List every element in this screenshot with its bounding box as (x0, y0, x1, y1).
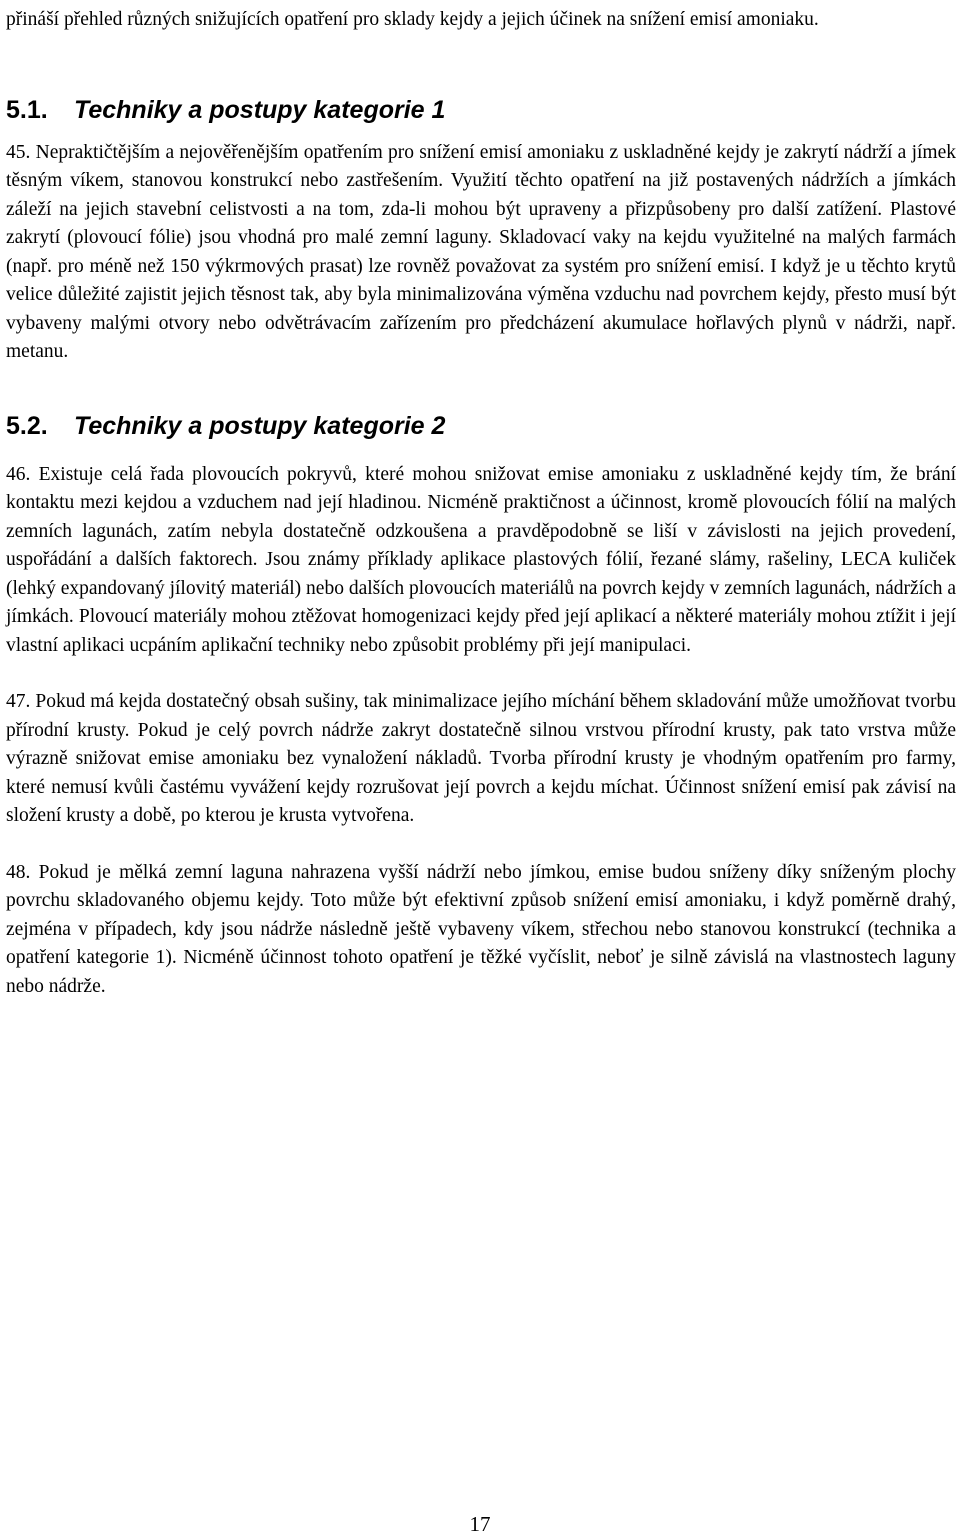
page-number: 17 (469, 1512, 491, 1536)
intro-paragraph: přináší přehled různých snižujících opatření pro sklady kejdy a jejich účinek na snížení emisí amoniaku. (6, 9, 819, 30)
section-heading-5-1 (6, 95, 956, 125)
paragraph-48: 48. Pokud je mělká zemní laguna nahrazena vyšší nádrží nebo jímkou, emise budou sníženy díky sníženým plochy povrchu skladovaného objemu kejdy. Toto může být efektivní způsob snížení emisí amoniaku, i když poměrně drahý, zejména v případech, kdy jsou nádrže následně ještě vybaveny víkem, střechou nebo stanovou konstrukcí (technika a opatření kategorie 1). Nicméně účinnost tohoto opatření je těžké vyčíslit, neboť je silně závislá na vlastnostech laguny nebo nádrže. (6, 861, 956, 997)
paragraph-45: 45. Nepraktičtějším a nejověřenějším opatřením pro snížení emisí amoniaku z uskladněné kejdy je zakrytí nádrží a jímek těsným víkem, stanovou konstrukcí nebo zastřešením. Využití těchto opatření na již postavených nádržích a jímkách záleží na jejich stavební celistvosti a na tom, zda-li mohou být upraveny a přizpůsobeny pro další zatížení. Plastové zakrytí (plovoucí fólie) jsou vhodná pro malé zemní laguny. Skladovací vaky na kejdu využitelné na malých farmách (např. pro méně než 150 výkrmových prasat) lze rovněž považovat za systém pro snížení emisí. I když je u těchto krytů velice důležité zajistit jejich těsnost tak, aby byla minimalizována výměna vzduchu nad povrchem kejdy, přesto musí být vybaveny malými otvory nebo odvětrávacím zařízením pro předcházení akumulace hořlavých plynů v nádrži, např. metanu. (6, 141, 956, 362)
section-title: Techniky a postupy kategorie 1 (74, 95, 446, 124)
section-number: 5.1. (6, 95, 48, 124)
section-number: 5.2. (6, 411, 48, 440)
paragraph-47: 47. Pokud má kejda dostatečný obsah sušiny, tak minimalizace jejího míchání během skladování může umožňovat tvorbu přírodní krusty. Pokud je celý povrch nádrže zakryt dostatečně silnou vrstvou přírodní krusty, pak tato vrstva může výrazně snižovat emise amoniaku bez vynaložení nákladů. Tvorba přírodní krusty je vhodným opatřením pro farmy, které nemusí kvůli častému vyvážení kejdy rozrušovat její povrch a kejdu míchat. Účinnost snížení emisí pak závisí na složení krusty a době, po kterou je krusta vytvořena. (6, 691, 956, 826)
section-heading-5-2 (6, 411, 956, 441)
document-page (6, 0, 956, 1001)
paragraph-46: 46. Existuje celá řada plovoucích pokryvů, které mohou snižovat emise amoniaku z uskladněné kejdy tím, že brání kontaktu mezi kejdou a vzduchem nad její hladinou. Nicméně praktičnost a účinnost, kromě plovoucích fólií na malých zemních lagunách, zatím nebyla dostatečně odzkoušena a pravděpodobně se liší v závislosti na jejich provedení, uspořádání a dalších faktorech. Jsou známy příklady aplikace plastových fólií, řezané slámy, rašeliny, LECA kuliček (lehký expandovaný jílovitý materiál) nebo dalších plovoucích materiálů na povrch kejdy v zemních lagunách, nádržích a jímkách. Plovoucí materiály mohou ztěžovat homogenizaci kejdy před její aplikací a některé materiály mohou ztížit i její vlastní aplikaci ucpáním aplikační techniky nebo způsobit problémy při její manipulaci. (6, 463, 956, 656)
section-title: Techniky a postupy kategorie 2 (74, 411, 446, 440)
